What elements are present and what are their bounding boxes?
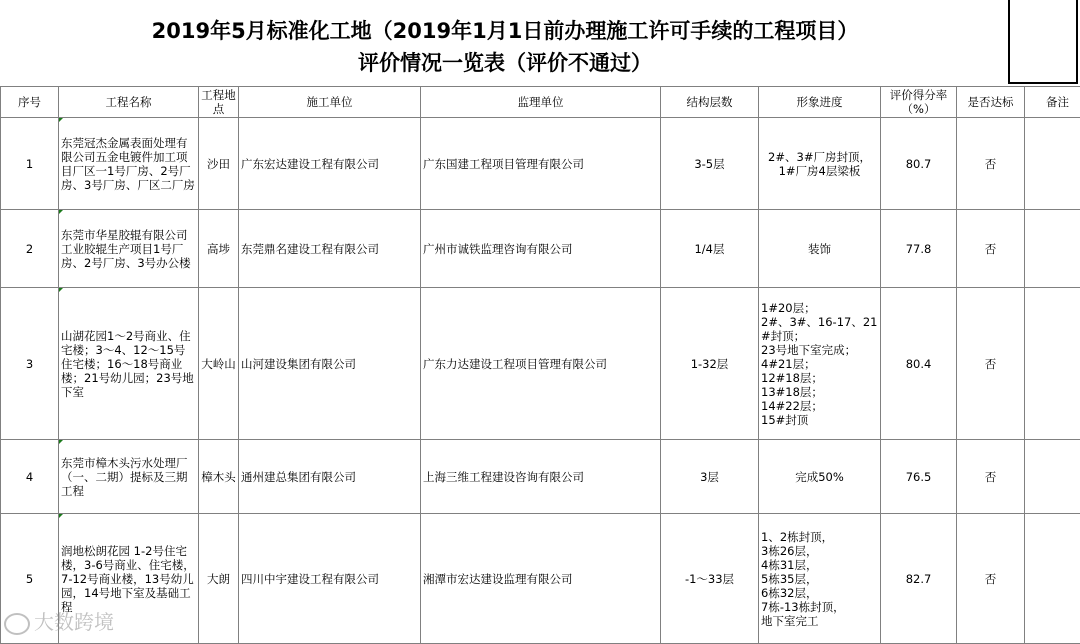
cell-note bbox=[1025, 210, 1080, 288]
table-row bbox=[1, 440, 1080, 514]
cell-pass: 否 bbox=[957, 514, 1025, 644]
evaluation-table bbox=[0, 86, 1080, 644]
cell-score: 80.4 bbox=[881, 288, 957, 440]
cell-location: 大岭山 bbox=[199, 288, 239, 440]
header-note: 备注 bbox=[1025, 87, 1080, 118]
header-builder: 施工单位 bbox=[239, 87, 421, 118]
cell-progress: 完成50% bbox=[759, 440, 881, 514]
header-name: 工程名称 bbox=[59, 87, 199, 118]
header-location: 工程地点 bbox=[199, 87, 239, 118]
cell-floors: 3-5层 bbox=[661, 118, 759, 210]
cell-builder: 四川中宇建设工程有限公司 bbox=[239, 514, 421, 644]
cell-progress: 装饰 bbox=[759, 210, 881, 288]
header-floors: 结构层数 bbox=[661, 87, 759, 118]
cell-progress: 1#20层； 2#、3#、16-17、21#封顶； 23号地下室完成； 4#21层； 12#18层； 13#18层； 14#22层； 15#封顶 bbox=[759, 288, 881, 440]
page-title: 2019年5月标准化工地（2019年1月1日前办理施工许可手续的工程项目） bbox=[0, 15, 1010, 45]
title-area bbox=[0, 0, 1080, 86]
cell-builder: 山河建设集团有限公司 bbox=[239, 288, 421, 440]
cell-score: 76.5 bbox=[881, 440, 957, 514]
cell-progress: 1、2栋封顶， 3栋26层， 4栋31层， 5栋35层， 6栋32层， 7栋-13栋封顶， 地下室完工 bbox=[759, 514, 881, 644]
cell-name: 山湖花园1～2号商业、住宅楼；3～4、12～15号住宅楼；16～18号商业楼；21号幼儿园；23号地下室 bbox=[59, 288, 199, 440]
table-header-row bbox=[1, 87, 1080, 118]
cell-name: 东莞冠杰金属表面处理有限公司五金电镀件加工项目厂区一1号厂房、2号厂房、3号厂房、厂区二厂房 bbox=[59, 118, 199, 210]
weibo-logo-icon bbox=[4, 613, 30, 635]
cell-builder: 通州建总集团有限公司 bbox=[239, 440, 421, 514]
cell-builder: 东莞鼎名建设工程有限公司 bbox=[239, 210, 421, 288]
cell-floors: 1-32层 bbox=[661, 288, 759, 440]
cell-location: 大朗 bbox=[199, 514, 239, 644]
cell-location: 高埗 bbox=[199, 210, 239, 288]
cell-note bbox=[1025, 440, 1080, 514]
cell-score: 77.8 bbox=[881, 210, 957, 288]
cell-floors: -1～33层 bbox=[661, 514, 759, 644]
table-row bbox=[1, 210, 1080, 288]
table-row bbox=[1, 288, 1080, 440]
cell-supervisor: 上海三维工程建设咨询有限公司 bbox=[421, 440, 661, 514]
header-supervisor: 监理单位 bbox=[421, 87, 661, 118]
cell-location: 沙田 bbox=[199, 118, 239, 210]
cell-pass: 否 bbox=[957, 440, 1025, 514]
cell-name: 润地松朗花园 1-2号住宅楼，3-6号商业、住宅楼，7-12号商业楼，13号幼儿园，14号地下室及基础工程 bbox=[59, 514, 199, 644]
cell-name: 东莞市樟木头污水处理厂（一、二期）提标及三期工程 bbox=[59, 440, 199, 514]
cell-seq: 4 bbox=[1, 440, 59, 514]
cell-floors: 1/4层 bbox=[661, 210, 759, 288]
cell-supervisor: 广东力达建设工程项目管理有限公司 bbox=[421, 288, 661, 440]
header-score: 评价得分率（%） bbox=[881, 87, 957, 118]
cell-supervisor: 广东国建工程项目管理有限公司 bbox=[421, 118, 661, 210]
cell-pass: 否 bbox=[957, 118, 1025, 210]
watermark-text: 大数跨境 bbox=[34, 610, 114, 634]
cell-note bbox=[1025, 118, 1080, 210]
cell-supervisor: 湘潭市宏达建设监理有限公司 bbox=[421, 514, 661, 644]
cell-seq: 1 bbox=[1, 118, 59, 210]
cell-note bbox=[1025, 288, 1080, 440]
page-subtitle: 评价情况一览表（评价不通过） bbox=[0, 47, 1010, 77]
header-progress: 形象进度 bbox=[759, 87, 881, 118]
cell-supervisor: 广州市诚铁监理咨询有限公司 bbox=[421, 210, 661, 288]
watermark bbox=[4, 606, 144, 636]
cell-floors: 3层 bbox=[661, 440, 759, 514]
cell-seq: 2 bbox=[1, 210, 59, 288]
cell-pass: 否 bbox=[957, 288, 1025, 440]
cell-seq: 5 bbox=[1, 514, 59, 644]
corner-box bbox=[1008, 0, 1078, 84]
header-pass: 是否达标 bbox=[957, 87, 1025, 118]
cell-builder: 广东宏达建设工程有限公司 bbox=[239, 118, 421, 210]
cell-pass: 否 bbox=[957, 210, 1025, 288]
cell-location: 樟木头 bbox=[199, 440, 239, 514]
cell-seq: 3 bbox=[1, 288, 59, 440]
cell-score: 80.7 bbox=[881, 118, 957, 210]
cell-note bbox=[1025, 514, 1080, 644]
table-row bbox=[1, 118, 1080, 210]
header-seq: 序号 bbox=[1, 87, 59, 118]
table-row bbox=[1, 514, 1080, 644]
cell-score: 82.7 bbox=[881, 514, 957, 644]
cell-name: 东莞市华星胶辊有限公司工业胶辊生产项目1号厂房、2号厂房、3号办公楼 bbox=[59, 210, 199, 288]
cell-progress: 2#、3#厂房封顶，1#厂房4层梁板 bbox=[759, 118, 881, 210]
